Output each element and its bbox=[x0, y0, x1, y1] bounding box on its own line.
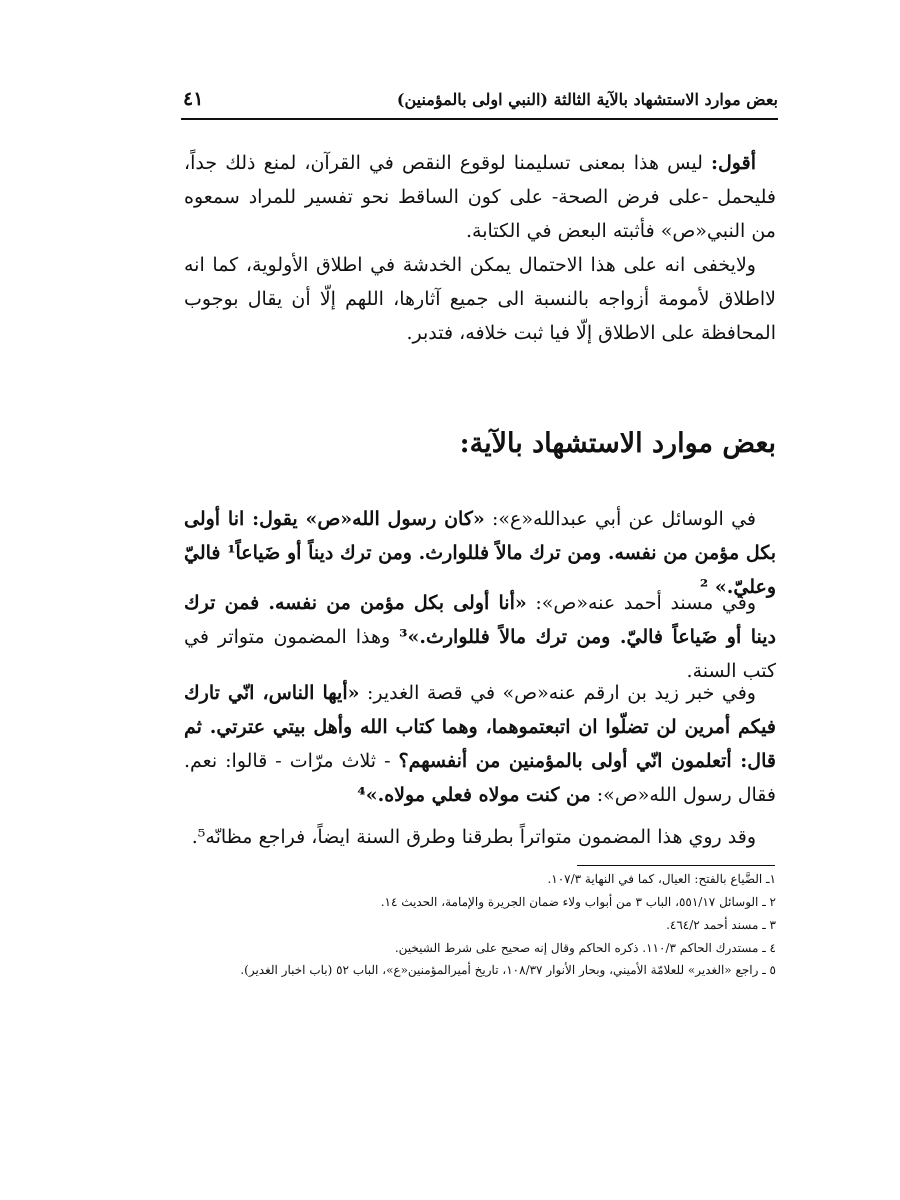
hadith-quote: «أنا أولى بكل مؤمن من نفسه. فمن ترك دينا أو ضَياعاً فاليّ. ومن ترك مالاً فللوارث.»³ bbox=[184, 592, 776, 648]
footnote-2: ٢ ـ الوسائل ٥٥١/١٧، الباب ٣ من أبواب ولاء ضمان الجريرة والإمامة، الحديث ١٤. bbox=[380, 895, 776, 909]
paragraph-aqulu bbox=[184, 146, 776, 248]
hadith-quote: «أيها الناس، انّي تارك فيكم أمرين لن تضلّوا ان اتبعتموهما، وهما كتاب الله وأهل بيتي عترتي. ثم قال: أتعلمون انّي أولى بالمؤمنين من أنفسهم؟ bbox=[184, 682, 776, 772]
paragraph-itlaq: ولايخفى انه على هذا الاحتمال يمكن الخدشة في اطلاق الأولوية، كما انه لااطلاق لأمومة أزواجه بالنسبة الى جميع آثارها، اللهم إلّا أن يقال بوجوب المحافظة على الاطلاق إلّا فيا ثبت خلافه، فتدبر. bbox=[184, 254, 776, 344]
paragraph-intro: وفي خبر زيد بن ارقم عنه«ص» في قصة الغدير: bbox=[359, 682, 756, 704]
hadith-quote: «كان رسول الله«ص» يقول: انا أولى بكل مؤمن من نفسه. ومن ترك مالاً فللوارث. ومن ترك ديناً أو ضَياعاً¹ فاليّ وعليّ.» ² bbox=[184, 508, 776, 598]
paragraph-tail: وهذا المضمون متواتر في كتب السنة. bbox=[184, 626, 776, 682]
paragraph-text: ليس هذا بمعنى تسليمنا لوقوع النقص في القرآن، لمنع ذلك جداً، فليحمل -على فرض الصحة- على كون الساقط نحو تفسير للمراد سمعوه من النبي«ص» فأثبته البعض في الكتابة. bbox=[184, 152, 776, 242]
section-heading: بعض موارد الاستشهاد بالآية: bbox=[459, 428, 776, 459]
opening-paragraphs bbox=[184, 146, 776, 350]
footnote-1: ١ـ الضَّياع بالفتح: العيال، كما في النهاية ١٠٧/٣. bbox=[547, 872, 776, 886]
paragraph-ghadir bbox=[184, 676, 776, 812]
running-title: بعض موارد الاستشهاد بالآية الثالثة (النبي اولى بالمؤمنين) bbox=[396, 90, 778, 109]
paragraph-intro: في الوسائل عن أبي عبدالله«ع»: bbox=[484, 508, 757, 530]
page-header bbox=[181, 88, 778, 120]
paragraph-intro: وفي مسند أحمد عنه«ص»: bbox=[526, 592, 756, 614]
footnote-3: ٣ ـ مسند أحمد ٤٦٤/٢. bbox=[666, 918, 776, 932]
paragraph-musnad bbox=[184, 586, 776, 688]
footnote-5: ٥ ـ راجع «الغدير» للعلامّة الأميني، وبحار الأنوار ١٠٨/٣٧، تاريخ أميرالمؤمنين«ع»، الباب ٥٢ (باب اخبار الغدير). bbox=[240, 963, 776, 977]
paragraph-mid: - ثلاث مرّات - قالوا: نعم. فقال رسول الله«ص»: bbox=[184, 750, 776, 806]
footnotes bbox=[184, 868, 776, 981]
footnote-separator bbox=[577, 865, 775, 866]
paragraph-lead-word: أقول: bbox=[710, 152, 756, 174]
footnote-4: ٤ ـ مستدرك الحاكم ١١٠/٣. ذكره الحاكم وقال إنه صحيح على شرط الشيخين. bbox=[394, 941, 776, 955]
page-number: ٤١ bbox=[183, 88, 204, 110]
hadith-quote-end: من كنت مولاه فعلي مولاه.»⁴ bbox=[357, 784, 591, 806]
paragraph-tawatur: وقد روي هذا المضمون متواتراً بطرقنا وطرق السنة ايضاً، فراجع مظانّه⁵. bbox=[191, 826, 756, 848]
